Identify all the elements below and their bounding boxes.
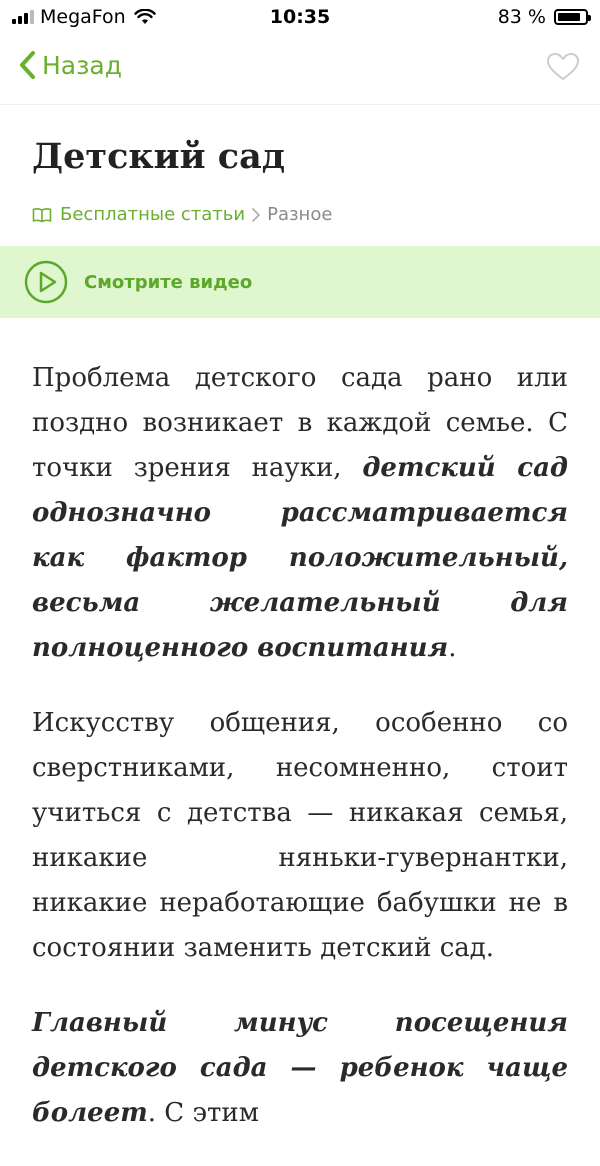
chevron-right-icon [251,207,261,223]
heart-icon [546,52,580,82]
paragraph-1 [32,356,568,671]
watch-video-label: Смотрите видео [84,271,253,293]
play-circle-icon [24,260,68,304]
book-icon [32,207,52,223]
favorite-button[interactable] [546,52,580,86]
battery-percent: 83 % [497,6,546,28]
paragraph-1-text: Проблема детского сада рано или поздно возникает в каждой семье. С точки зрения науки, [32,363,568,483]
page-title: Детский сад [32,136,286,177]
battery-icon [554,9,588,25]
clock: 10:35 [269,6,331,28]
paragraph-1-end: . [448,633,457,663]
paragraph-1-emphasis: детский сад однозначно рассматривается как фактор положительный, весьма желательный для полноценного воспитания [32,453,569,663]
back-button[interactable] [18,50,122,80]
paragraph-3-emphasis: Главный минус посещения детского сада — ребенок чаще болеет [32,1008,568,1128]
back-label: Назад [42,50,123,80]
paragraph-3 [32,1001,568,1136]
paragraph-3-text: . С этим [147,1098,259,1128]
battery-fill [558,13,580,21]
breadcrumb-category-link[interactable]: Разное [267,204,333,225]
breadcrumb-section-label: Бесплатные статьи [60,204,246,225]
breadcrumb [32,204,332,225]
status-bar [0,0,600,34]
breadcrumb-section-link[interactable] [32,204,245,225]
paragraph-2: Искусству общения, особенно со сверстниками, несомненно, стоит учиться с детства — никакая семья, никакие няньки-гувернантки, никакие неработающие бабушки не в состоянии заменить детский сад. [32,708,568,963]
watch-video-button[interactable] [0,246,600,318]
article-body [32,356,568,1166]
status-right [498,6,588,28]
nav-bar [0,34,600,105]
chevron-left-icon [18,50,36,80]
carrier-name: MegaFon [40,6,126,28]
